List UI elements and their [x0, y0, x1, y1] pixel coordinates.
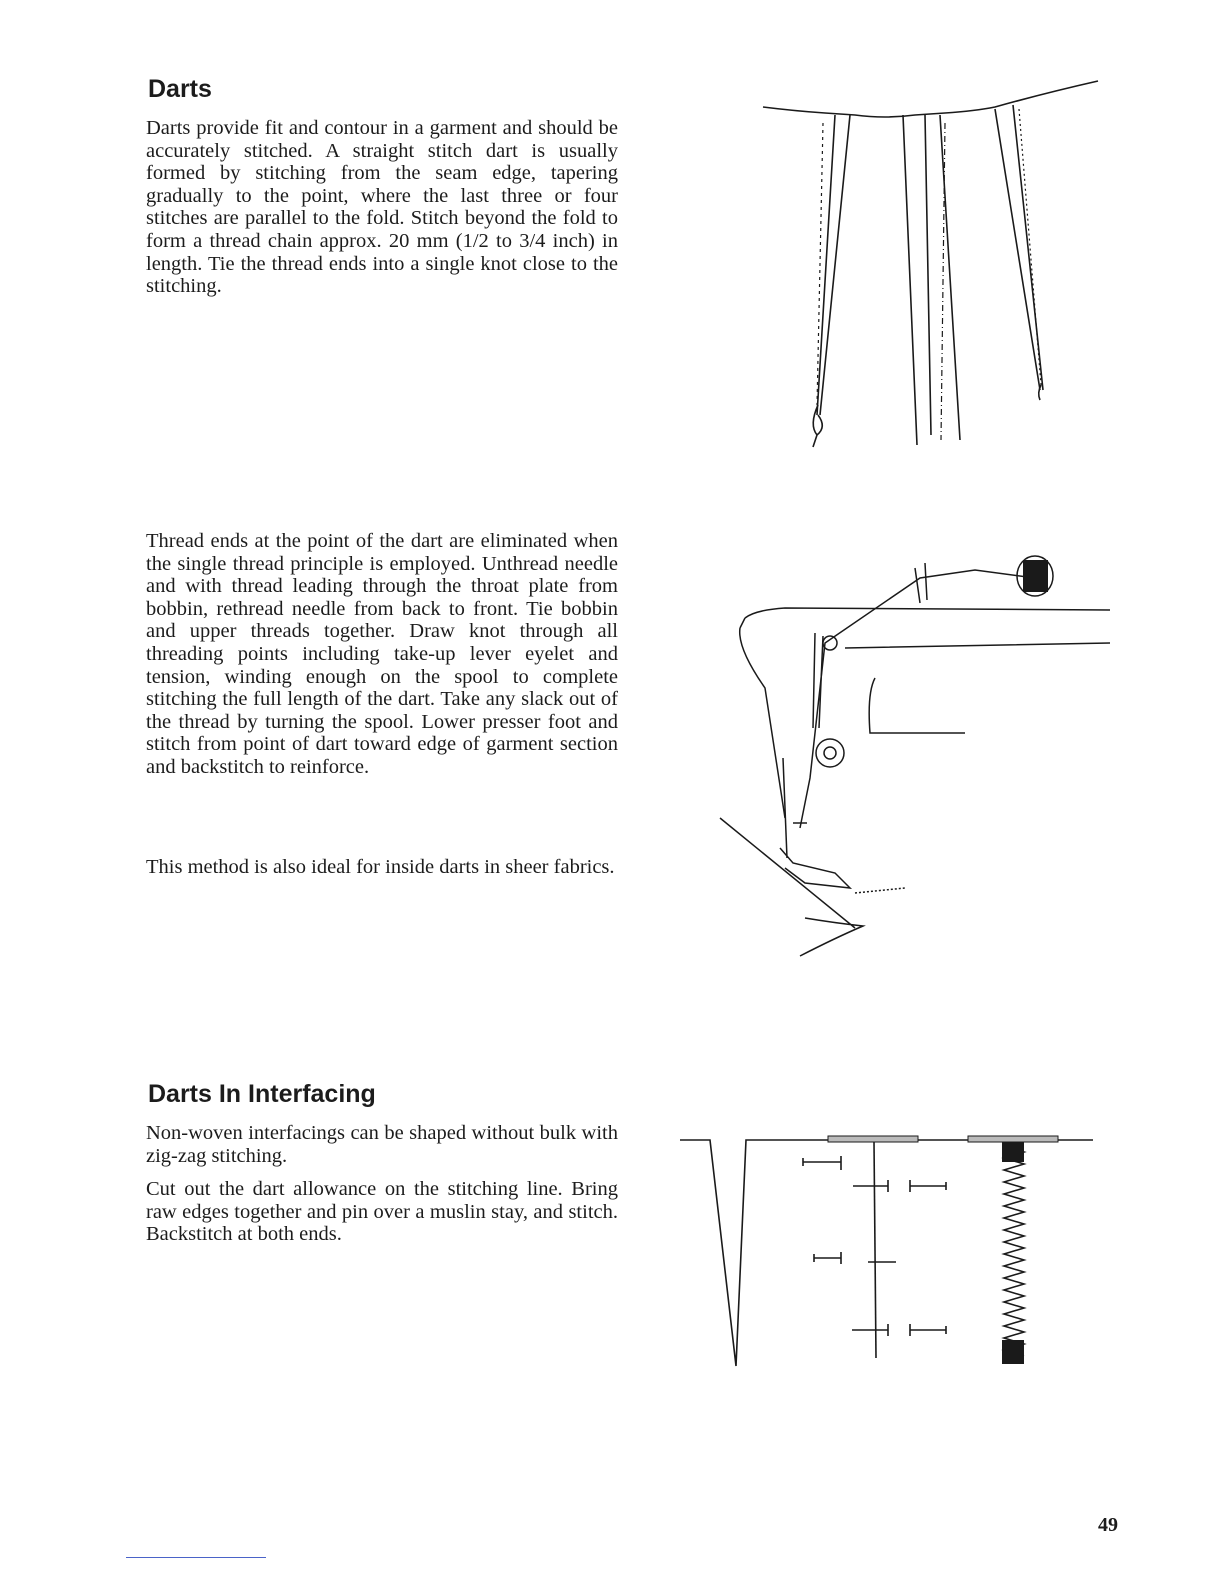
- right-dart-stitching: [1019, 109, 1041, 385]
- fabric-fold-line: [763, 81, 1098, 117]
- muslin-stay-right: [968, 1136, 1058, 1142]
- pin-2: [853, 1180, 946, 1192]
- interfacing-cut-dart: [680, 1140, 1093, 1366]
- dart-illustration: [755, 75, 1105, 455]
- pin-1: [803, 1156, 841, 1170]
- interfacing-paragraph-1: Non-woven interfacings can be shaped without bulk with zig-zag stitching.: [146, 1122, 618, 1167]
- footer-rule: [126, 1557, 266, 1558]
- zigzag-stitching: [1004, 1146, 1024, 1356]
- darts-heading: Darts: [148, 75, 212, 103]
- tension-knob: [824, 747, 836, 759]
- right-dart-outline: [995, 105, 1043, 390]
- spool-pin: [915, 563, 927, 603]
- machine-arm-top: [745, 608, 1110, 618]
- take-up-lever: [813, 633, 823, 728]
- muslin-stay-left: [828, 1136, 918, 1142]
- pin-3: [814, 1252, 896, 1264]
- sewing-machine-illustration: [715, 548, 1115, 968]
- bed-line: [855, 888, 905, 893]
- tension-dial: [816, 739, 844, 767]
- page-number: 49: [1098, 1514, 1118, 1536]
- sheer-fabrics-paragraph: This method is also ideal for inside darts in sheer fabrics.: [146, 856, 615, 878]
- machine-arm-lower: [845, 643, 1110, 733]
- spool-thread: [1023, 560, 1048, 592]
- zigzag-backstitch-top: [1002, 1142, 1024, 1162]
- machine-head: [740, 618, 785, 818]
- single-thread-paragraph: Thread ends at the point of the dart are eliminated when the single thread principle is employed. Unthread needle and with thread leading through the throat plate from bobbin, rethread needle from back to front. Tie bobbin and upper threads together. Draw knot through all threading points including take-up lever eyelet and tension, winding enough on the spool to complete stitching the full length of the dart. Take any slack out of the thread by turning the spool. Lower presser foot and stitch from point of dart toward edge of garment section and backstitch to reinforce.: [146, 530, 618, 778]
- interfacing-heading: Darts In Interfacing: [148, 1080, 376, 1108]
- darts-paragraph: Darts provide fit and contour in a garment and should be accurately stitched. A straight stitch dart is usually formed by stitching from the seam edge, tapering gradually to the point, where the last three or four stitches are parallel to the fold. Stitch beyond the fold to form a thread chain approx. 20 mm (1/2 to 3/4 inch) in length. Tie the thread ends into a single knot close to the stitching.: [146, 117, 618, 298]
- interfacing-paragraph-2: Cut out the dart allowance on the stitching line. Bring raw edges together and pin over a muslin stay, and stitch. Backstitch at both ends.: [146, 1178, 618, 1246]
- stitching-line: [874, 1142, 876, 1358]
- zigzag-backstitch-bottom: [1002, 1340, 1024, 1364]
- center-dart-outline: [903, 115, 960, 445]
- pin-4: [852, 1324, 946, 1336]
- interfacing-dart-illustration: [678, 1128, 1098, 1373]
- presser-foot: [780, 848, 850, 888]
